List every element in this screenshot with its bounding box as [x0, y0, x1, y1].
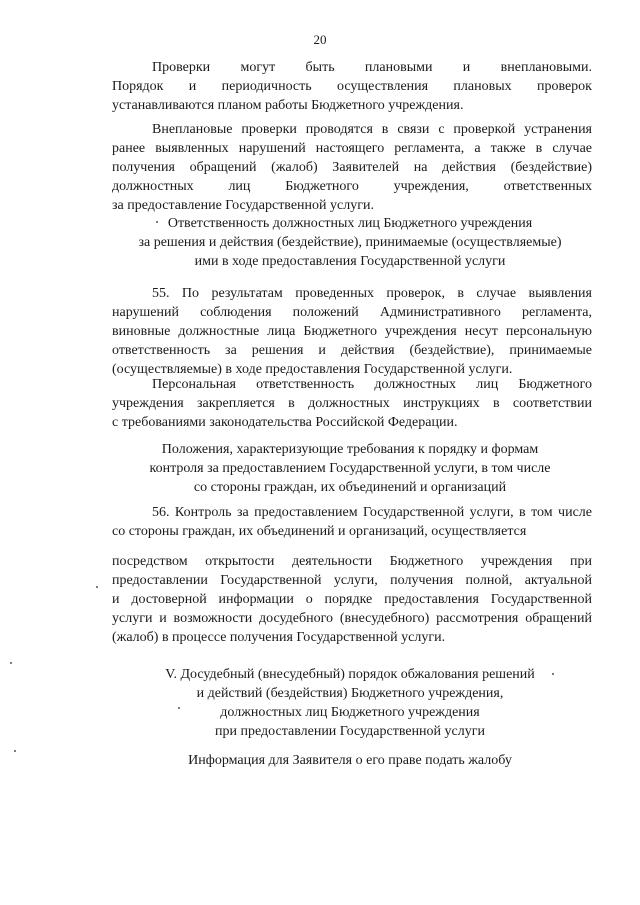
paragraph-inspections-types: [112, 58, 592, 115]
text-line: 55. По результатам проведенных проверок, в случае выявления: [152, 286, 592, 301]
text-line: нарушений соблюдения положений Административного регламента,: [112, 305, 592, 320]
paragraph-56: [112, 503, 592, 541]
paragraph-55: [112, 284, 592, 379]
text-line: за предоставление Государственной услуги.: [112, 198, 374, 213]
text-line: устанавливаются планом работы Бюджетного учреждения.: [112, 98, 464, 113]
text-line: ранее выявленных нарушений настоящего регламента, а также в случае: [112, 141, 592, 156]
text-line: (жалоб) в процессе получения Государственной услуги.: [112, 630, 446, 645]
text-line: ответственность за решения и действия (бездействие), принимаемые: [112, 343, 592, 358]
scan-speck: [178, 707, 180, 709]
text-line: Порядок и периодичность осуществления плановых проверок: [112, 79, 592, 94]
text-line: с требованиями законодательства Российской Федерации.: [112, 415, 458, 430]
text-line: предоставлении Государственной услуги, получения полной, актуальной: [112, 573, 592, 588]
text-line: (осуществляемые) в ходе предоставления Государственной услуги.: [112, 362, 513, 377]
heading-line: Информация для Заявителя о его праве подать жалобу: [188, 753, 512, 768]
scan-speck: [14, 750, 16, 752]
text-line: учреждения закрепляется в должностных инструкциях в соответствии: [112, 396, 592, 411]
text-line: Проверки могут быть плановыми и внеплановыми.: [152, 60, 592, 75]
text-line: и достоверной информации о порядке предоставления Государственной: [112, 592, 592, 607]
text-line: посредством открытости деятельности Бюджетного учреждения при: [112, 554, 592, 569]
heading-line: Ответственность должностных лиц Бюджетного учреждения: [167, 216, 533, 231]
text-line: со стороны граждан, их объединений и организаций, осуществляется: [112, 524, 527, 539]
text-line: виновные должностные лица Бюджетного учреждения несут персональную: [112, 324, 592, 339]
heading-line: V. Досудебный (внесудебный) порядок обжалования решений: [165, 667, 535, 682]
text-line: получения обращений (жалоб) Заявителей на действия (бездействие): [112, 160, 592, 175]
heading-control-provisions: [100, 440, 600, 497]
heading-section-v: [100, 665, 600, 741]
heading-line: за решения и действия (бездействие), принимаемые (осуществляемые): [138, 235, 562, 250]
text-line: Персональная ответственность должностных лиц Бюджетного: [152, 377, 592, 392]
text-line: 56. Контроль за предоставлением Государственной услуги, в том числе: [152, 505, 592, 520]
heading-line: со стороны граждан, их объединений и организаций: [193, 480, 507, 495]
text-line: услуги и возможности досудебного (внесудебного) рассмотрения обращений: [112, 611, 592, 626]
page-number: 20: [313, 32, 327, 47]
paragraph-personal-responsibility: [112, 375, 592, 432]
heading-complaint-right: [100, 751, 600, 770]
paragraph-unscheduled-inspections: [112, 120, 592, 215]
heading-responsibility: [100, 214, 600, 271]
heading-line: ими в ходе предоставления Государственной услуги: [194, 254, 506, 269]
heading-line: контроля за предоставлением Государственной услуги, в том числе: [149, 461, 551, 476]
text-line: должностных лиц Бюджетного учреждения, ответственных: [112, 179, 592, 194]
scan-speck: [10, 662, 12, 664]
heading-line: при предоставлении Государственной услуги: [215, 724, 485, 739]
text-line: Внеплановые проверки проводятся в связи с проверкой устранения: [152, 122, 592, 137]
paragraph-56-continuation: [112, 552, 592, 647]
heading-line: Положения, характеризующие требования к порядку и формам: [161, 442, 539, 457]
scan-speck: [96, 586, 98, 588]
heading-line: и действий (бездействия) Бюджетного учреждения,: [196, 686, 504, 701]
scan-speck: [552, 673, 554, 675]
scan-speck: [156, 221, 158, 223]
heading-line: должностных лиц Бюджетного учреждения: [220, 705, 480, 720]
